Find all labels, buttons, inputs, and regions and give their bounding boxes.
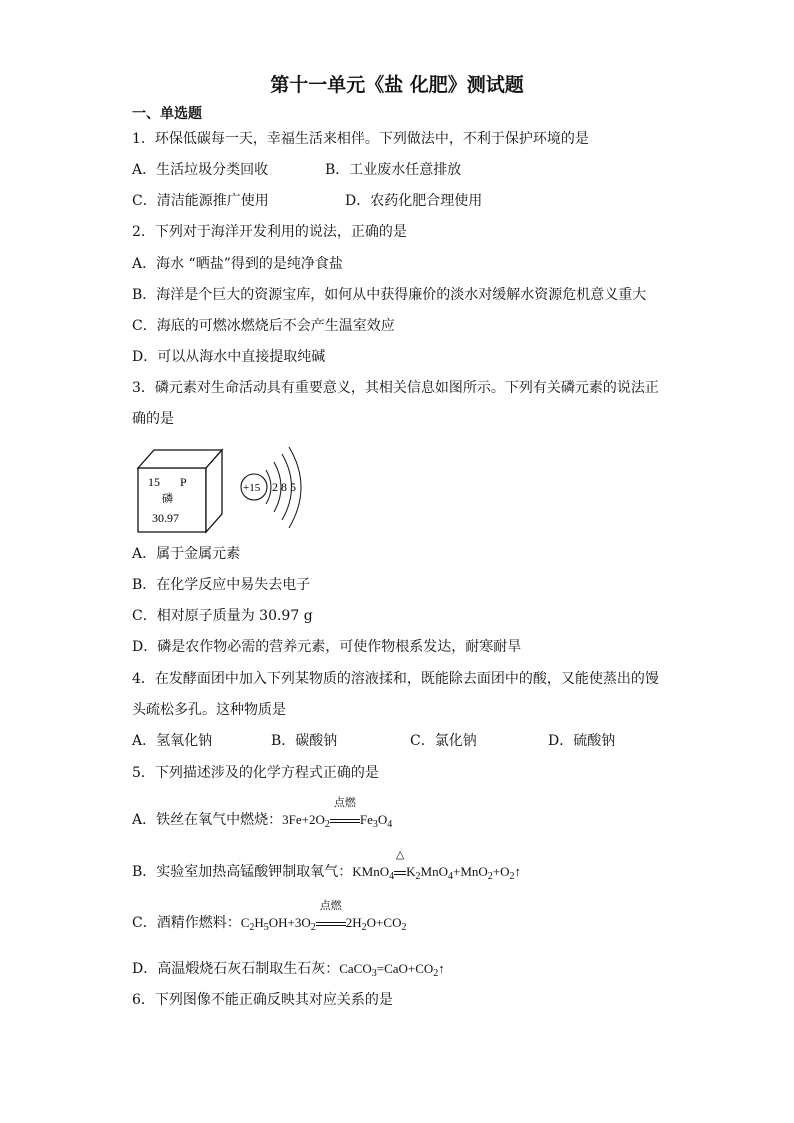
condition-heat: △ [394, 862, 406, 882]
question-3-option-d: D．磷是农作物必需的营养元素，可使作物根系发达，耐寒耐旱 [132, 639, 522, 655]
question-1-stem: 1．环保低碳每一天，幸福生活来相伴。下列做法中，不利于保护环境的是 [132, 131, 589, 147]
question-5-option-c [132, 900, 407, 938]
question-2-stem: 2．下列对于海洋开发利用的说法，正确的是 [132, 224, 407, 240]
option-c-label: C．酒精作燃料： [132, 915, 241, 931]
condition-ignite: 点燃 [330, 810, 360, 830]
question-3-stem-line2: 确的是 [132, 411, 174, 427]
phosphorus-element-figure [136, 440, 316, 540]
element-cell-cube [138, 450, 222, 532]
question-1-option-c: C．清洁能源推广使用 [132, 193, 269, 209]
question-4-stem-line2: 头疏松多孔。这种物质是 [132, 702, 286, 718]
question-4-option-b: B．碳酸钠 [271, 733, 338, 749]
condition-ignite-2: 点燃 [316, 913, 346, 933]
question-5-stem: 5．下列描述涉及的化学方程式正确的是 [132, 765, 379, 781]
nucleus-charge: +15 [243, 482, 261, 494]
equation-b: KMnO$_4$ △ $K_2MnO_4+MnO_2+O_2↑$ [352, 849, 521, 882]
element-name: 磷 [162, 492, 173, 505]
element-symbol: P [180, 475, 187, 489]
question-2-option-c: C．海底的可燃冰燃烧后不会产生温室效应 [132, 318, 395, 334]
question-4-option-c: C．氯化钠 [410, 733, 477, 749]
question-3-option-b: B．在化学反应中易失去电子 [132, 577, 311, 593]
question-1-option-b: B．工业废水任意排放 [325, 162, 462, 178]
equation-a: $3Fe+2O_2$ 点燃 $Fe_3O_4$ [282, 797, 393, 830]
question-2-option-d: D．可以从海水中直接提取纯碱 [132, 349, 326, 365]
electron-configuration: 2 8 5 [272, 480, 296, 494]
question-5-option-b [132, 849, 521, 887]
question-6-stem: 6．下列图像不能正确反映其对应关系的是 [132, 992, 393, 1008]
option-b-label: B．实验室加热高锰酸钾制取氧气： [132, 864, 353, 880]
question-5-option-a [132, 797, 393, 835]
equation-c: $C_2H_5OH+3O_2$ 点燃 $2H_2O+CO_2$ [240, 900, 407, 933]
question-2-option-b: B．海洋是个巨大的资源宝库，如何从中获得廉价的淡水对缓解水资源危机意义重大 [132, 287, 647, 303]
atomic-mass: 30.97 [152, 511, 179, 525]
question-3-option-c: C．相对原子质量为 30.97 g [132, 608, 313, 624]
question-3-option-a: A．属于金属元素 [132, 546, 241, 562]
question-4-option-d: D．硫酸钠 [548, 733, 616, 749]
question-1-option-d: D．农药化肥合理使用 [345, 193, 483, 209]
question-3-stem-line1: 3．磷元素对生命活动具有重要意义，其相关信息如图所示。下列有关磷元素的说法正 [132, 380, 659, 396]
question-1-option-a: A．生活垃圾分类回收 [132, 162, 269, 178]
question-2-option-a: A．海水 “晒盐”得到的是纯净食盐 [132, 256, 343, 272]
question-4-stem-line1: 4．在发酵面团中加入下列某物质的溶液揉和，既能除去面团中的酸，又能使蒸出的馒 [132, 671, 659, 687]
option-d-label: D．高温煅烧石灰石制取生石灰： [132, 961, 340, 977]
equation-d: $CaCO_3=CaO+CO_2↑$ [339, 961, 445, 979]
atomic-structure-diagram [241, 447, 301, 528]
section-heading: 一、单选题 [132, 106, 202, 122]
option-a-label: A．铁丝在氧气中燃烧： [132, 812, 283, 828]
page-title: 第十一单元《盐 化肥》测试题 [270, 74, 524, 96]
question-5-option-d [132, 959, 445, 984]
atomic-number: 15 [148, 475, 160, 489]
question-4-option-a: A．氢氧化钠 [132, 733, 213, 749]
